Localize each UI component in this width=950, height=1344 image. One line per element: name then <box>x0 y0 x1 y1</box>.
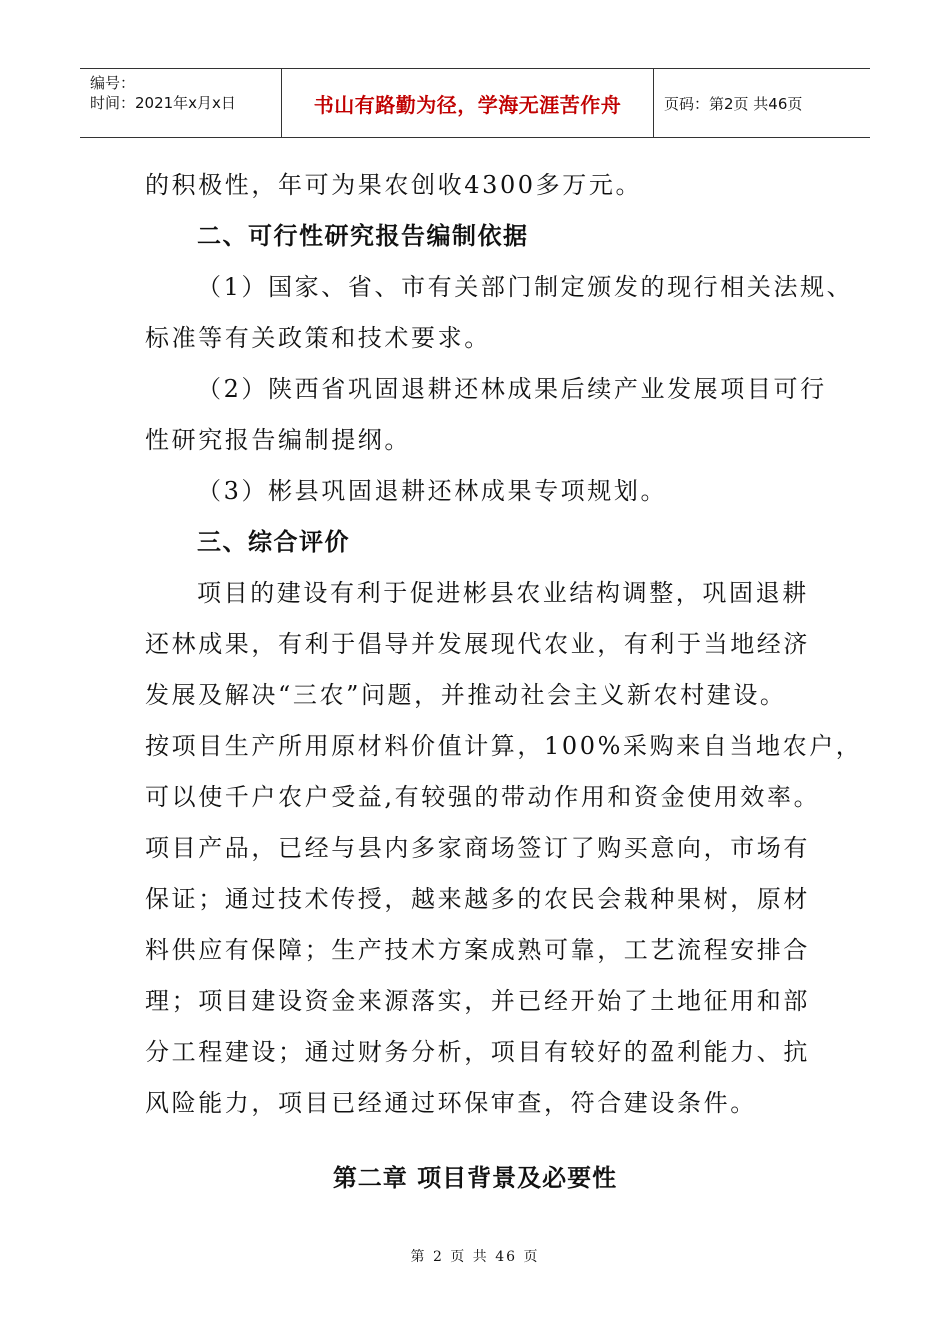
paragraph-line: （3）彬县巩固退耕还林成果专项规划。 <box>197 477 668 505</box>
paragraph-line: 还林成果，有利于倡导并发展现代农业，有利于当地经济 <box>145 630 810 658</box>
paragraph-line: 保证；通过技术传授，越来越多的农民会栽种果树，原材 <box>145 885 810 913</box>
header-motto: 书山有路勤为径，学海无涯苦作舟 <box>282 69 654 137</box>
paragraph-line: （2）陕西省巩固退耕还林成果后续产业发展项目可行 <box>197 375 827 403</box>
paragraph-line: 料供应有保障；生产技术方案成熟可靠，工艺流程安排合 <box>145 936 810 964</box>
paragraph-line: 性研究报告编制提纲。 <box>145 426 411 454</box>
document-body <box>145 160 863 1129</box>
page-header <box>80 68 870 138</box>
paragraph-line: 项目产品，已经与县内多家商场签订了购买意向，市场有 <box>145 834 810 862</box>
document-date: 时间：2021年x月x日 <box>90 94 236 112</box>
paragraph-line: 理；项目建设资金来源落实，并已经开始了土地征用和部 <box>145 987 810 1015</box>
document-number-label: 编号： <box>90 74 136 92</box>
paragraph-line: 可以使千户农户受益,有较强的带动作用和资金使用效率。 <box>145 783 821 811</box>
paragraph-line: 风险能力，项目已经通过环保审查，符合建设条件。 <box>145 1089 757 1117</box>
header-page-info: 页码：第2页 共46页 <box>664 94 803 113</box>
paragraph-line: 发展及解决“三农”问题，并推动社会主义新农村建设。 <box>145 681 787 709</box>
section-heading: 二、可行性研究报告编制依据 <box>197 222 529 250</box>
paragraph-line: 按项目生产所用原材料价值计算，100%采购来自当地农户， <box>145 732 863 760</box>
paragraph-line: 标准等有关政策和技术要求。 <box>145 324 491 352</box>
chapter-title: 第二章 项目背景及必要性 <box>332 1164 618 1192</box>
header-meta <box>80 69 282 137</box>
paragraph-line: 分工程建设；通过财务分析，项目有较好的盈利能力、抗 <box>145 1038 810 1066</box>
page-footer: 第 2 页 共 46 页 <box>410 1249 540 1265</box>
paragraph-line: 项目的建设有利于促进彬县农业结构调整，巩固退耕 <box>197 579 809 607</box>
paragraph-line: 的积极性，年可为果农创收4300多万元。 <box>145 171 643 199</box>
section-heading: 三、综合评价 <box>197 528 350 556</box>
paragraph-line: （1）国家、省、市有关部门制定颁发的现行相关法规、 <box>197 273 854 301</box>
